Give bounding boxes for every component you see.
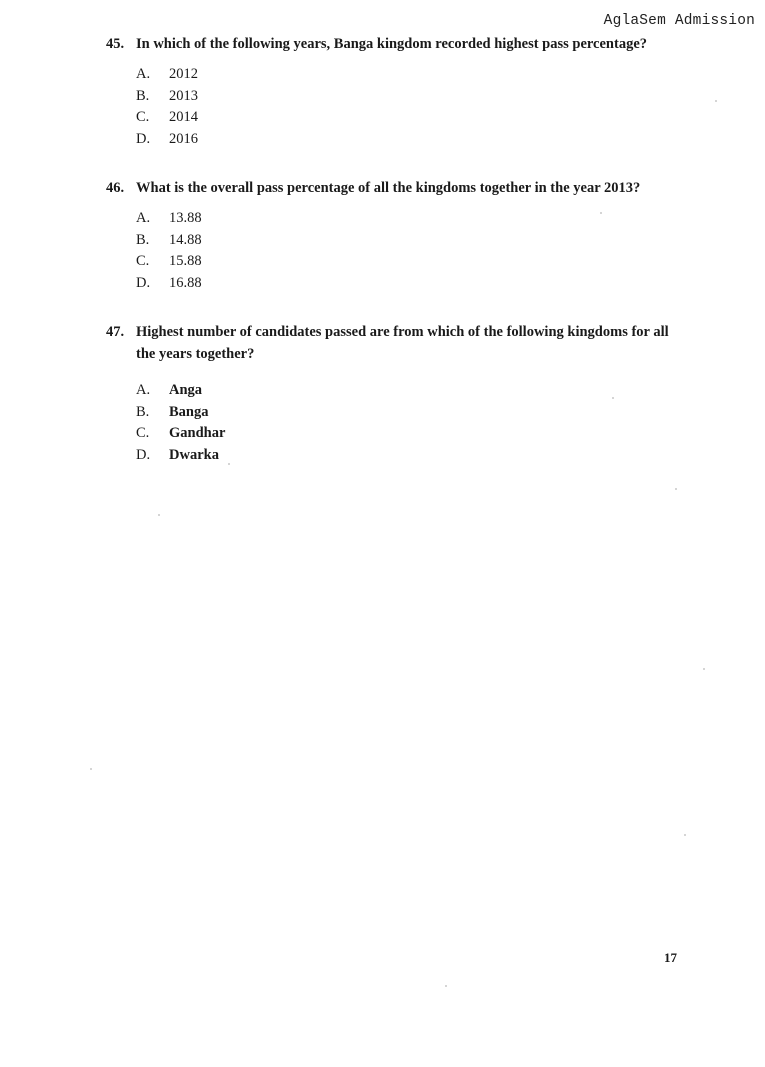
question-45 — [106, 33, 706, 150]
option-a — [136, 380, 706, 402]
option-label: B. — [136, 231, 150, 248]
option-c — [136, 423, 706, 445]
scan-speck — [158, 514, 160, 516]
option-label: D. — [136, 130, 151, 147]
option-text: 2012 — [169, 66, 198, 82]
option-text: 13.88 — [169, 210, 202, 226]
question-text: In which of the following years, Banga kingdom recorded highest pass percentage? — [136, 36, 648, 52]
scan-speck — [703, 668, 705, 670]
question-stem — [106, 321, 706, 365]
option-text: 14.88 — [169, 231, 202, 248]
option-text: 16.88 — [169, 274, 202, 291]
option-label: A. — [136, 210, 151, 226]
option-label: C. — [136, 109, 150, 125]
option-c — [136, 107, 706, 129]
option-label: B. — [136, 403, 150, 420]
question-stem — [106, 33, 706, 55]
option-text: Banga — [169, 403, 209, 420]
question-text: Highest number of candidates passed are from which of the following kingdoms for all the years together? — [136, 324, 669, 362]
option-label: C. — [136, 253, 150, 269]
question-stem — [106, 177, 706, 199]
scan-speck — [90, 768, 92, 770]
option-c — [136, 251, 706, 273]
option-text: Gandhar — [169, 425, 226, 441]
scan-speck — [715, 100, 717, 102]
option-label: C. — [136, 425, 150, 441]
scan-speck — [600, 212, 602, 214]
option-b — [136, 230, 706, 252]
option-b — [136, 86, 706, 108]
question-number: 45. — [106, 36, 125, 52]
option-d — [136, 273, 706, 295]
option-b — [136, 402, 706, 424]
option-list — [136, 380, 706, 466]
question-47 — [106, 321, 706, 466]
option-d — [136, 129, 706, 151]
option-text: 2014 — [169, 109, 198, 125]
option-text: Dwarka — [169, 446, 219, 463]
option-label: A. — [136, 382, 151, 398]
option-a — [136, 208, 706, 230]
option-d — [136, 445, 706, 467]
option-label: B. — [136, 87, 150, 104]
option-a — [136, 64, 706, 86]
option-label: D. — [136, 446, 151, 463]
option-list — [136, 64, 706, 150]
question-number: 46. — [106, 180, 125, 196]
page-number: 17 — [664, 950, 677, 965]
option-label: A. — [136, 66, 151, 82]
option-label: D. — [136, 274, 151, 291]
question-text: What is the overall pass percentage of all the kingdoms together in the year 2013? — [136, 180, 641, 196]
question-46 — [106, 177, 706, 294]
scan-speck — [228, 463, 230, 465]
question-number: 47. — [106, 324, 125, 340]
option-text: 2013 — [169, 87, 198, 104]
option-text: 2016 — [169, 130, 198, 147]
option-text: Anga — [169, 382, 203, 398]
scan-speck — [445, 985, 447, 987]
watermark-text: AglaSem Admission — [603, 13, 755, 29]
scan-speck — [612, 397, 614, 399]
option-list — [136, 208, 706, 294]
option-text: 15.88 — [169, 253, 202, 269]
scan-speck — [684, 834, 686, 836]
scan-speck — [675, 488, 677, 490]
